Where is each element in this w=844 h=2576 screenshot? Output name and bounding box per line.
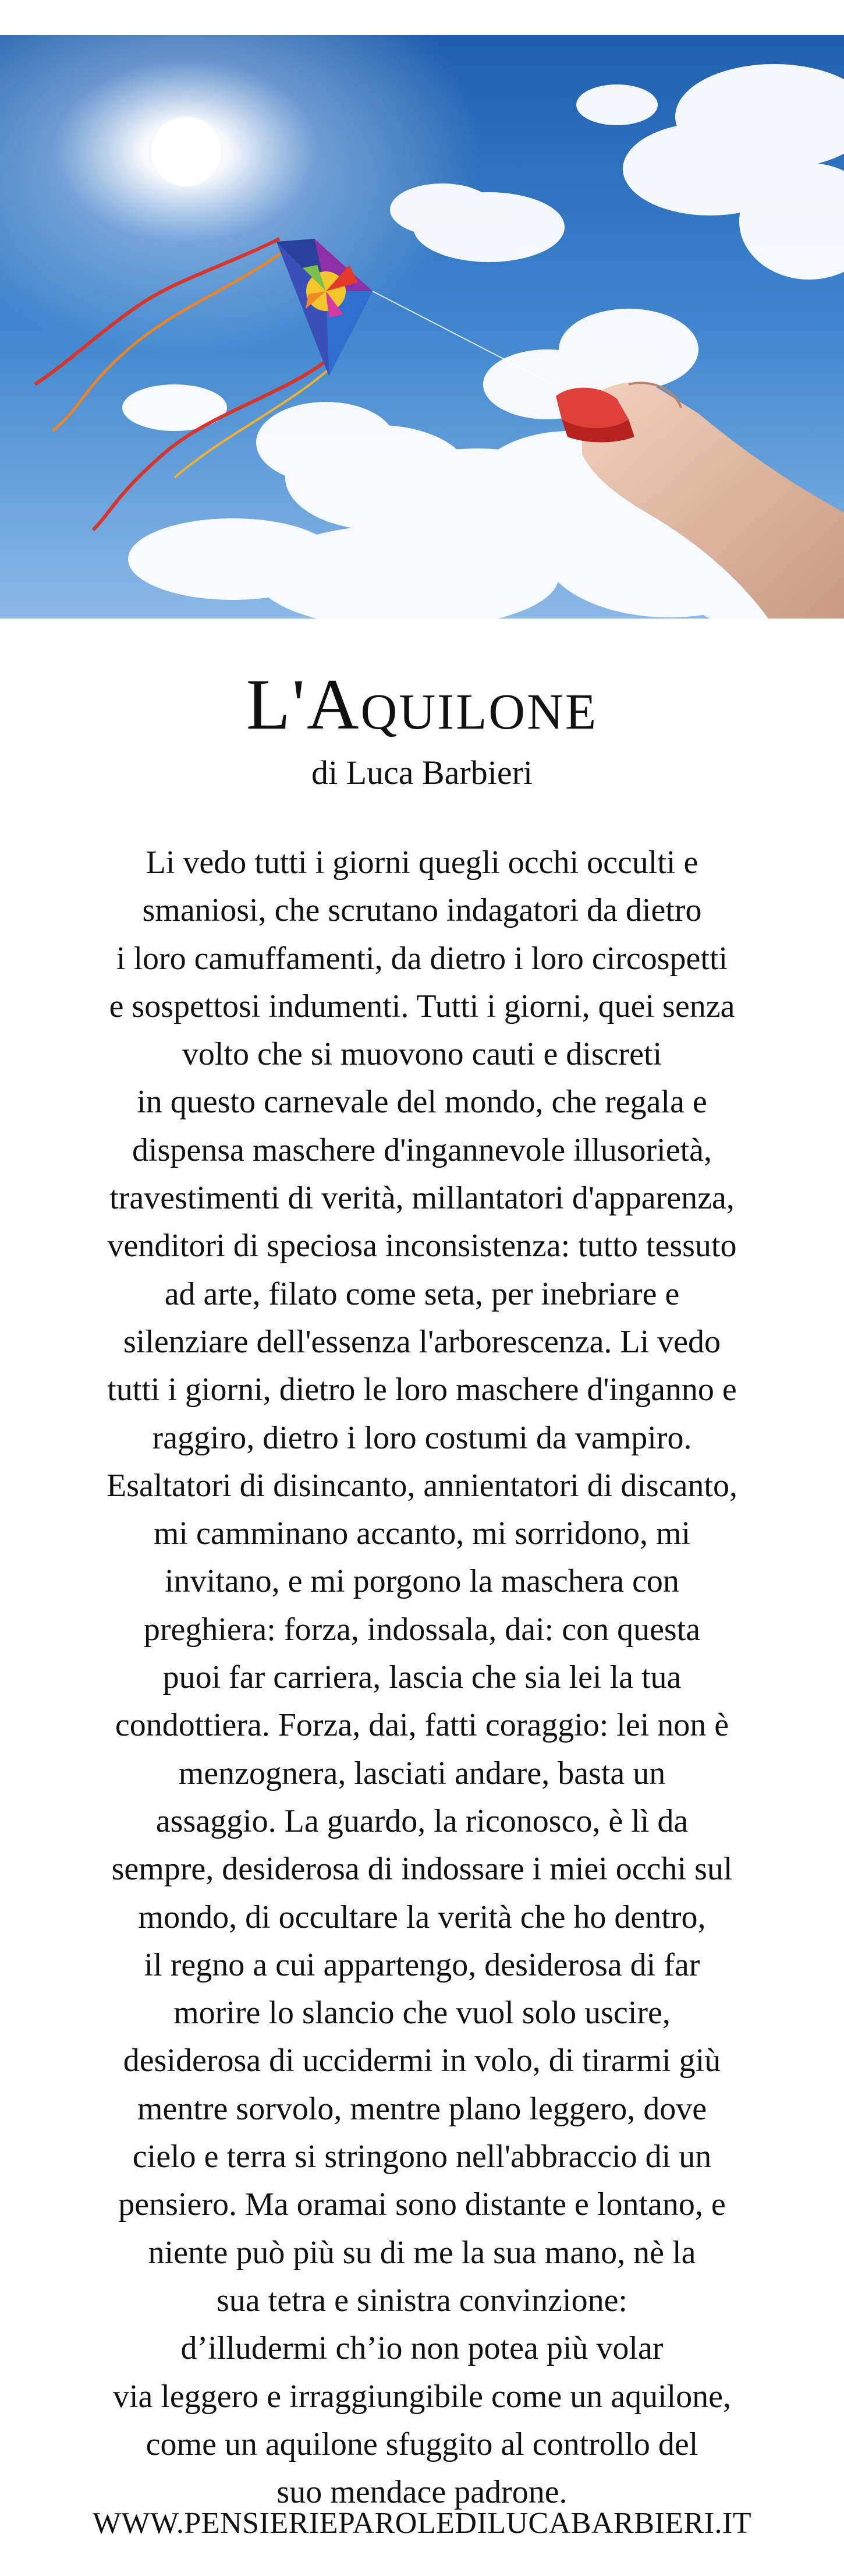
author-byline: di Luca Barbieri: [311, 754, 533, 791]
poem-line: travestimenti di verità, millantatori d'apparenza,: [109, 1180, 735, 1217]
website-url: WWW.PENSIERIEPAROLEDILUCABARBIERI.IT: [92, 2507, 752, 2540]
hero-image: [0, 35, 844, 619]
poem-line: preghiera: forza, indossala, dai: con questa: [143, 1611, 701, 1648]
poem-line: ad arte, filato come seta, per inebriare e: [164, 1275, 680, 1312]
poem-line: niente può più su di me la sua mano, nè la: [148, 2234, 696, 2271]
poem-line: morire lo slancio che vuol solo uscire,: [173, 1995, 671, 2031]
poem-line: raggiro, dietro i loro costumi da vampiro.: [152, 1419, 692, 1456]
poem-line: smaniosi, che scrutano indagatori da dietro: [142, 892, 702, 929]
poem-line: condottiera. Forza, dai, fatti coraggio: lei non è: [115, 1707, 729, 1744]
kite-sky-illustration: [0, 35, 844, 619]
poem-line: dispensa maschere d'ingannevole illusorietà,: [132, 1132, 712, 1168]
poem-line: sempre, desiderosa di indossare i miei occhi sul: [111, 1851, 733, 1888]
poem-line: il regno a cui appartengo, desiderosa di far: [144, 1946, 700, 1983]
poem-line: mondo, di occultare la verità che ho dentro,: [138, 1899, 706, 1935]
poem-line: invitano, e mi porgono la maschera con: [165, 1563, 679, 1600]
poem-line: silenziare dell'essenza l'arborescenza. Li vedo: [123, 1323, 721, 1360]
poem-line: puoi far carriera, lascia che sia lei la tua: [162, 1659, 682, 1696]
poem-line: mentre sorvolo, mentre plano leggero, dove: [137, 2090, 707, 2127]
poem-line: tutti i giorni, dietro le loro maschere d'inganno e: [107, 1372, 737, 1408]
poem-line: suo mendace padrone.: [276, 2474, 568, 2511]
poem-line: come un aquilone sfuggito al controllo del: [146, 2426, 698, 2462]
poem-line: desiderosa di uccidermi in volo, di tirarmi giù: [123, 2043, 721, 2079]
poem-line: venditori di speciosa inconsistenza: tutto tessuto: [107, 1228, 737, 1264]
poem-line: in questo carnevale del mondo, che regala e: [137, 1084, 707, 1121]
poem-line: volto che si muovono cauti e discreti: [182, 1036, 662, 1073]
poem-line: menzognera, lasciati andare, basta un: [178, 1755, 666, 1791]
poem-line: via leggero e irraggiungibile come un aquilone,: [112, 2378, 732, 2415]
poem-line: d’illudermi ch’io non potea più volar: [180, 2330, 664, 2367]
poem-line: e sospettosi indumenti. Tutti i giorni, quei senza: [109, 988, 735, 1024]
poem-line: Li vedo tutti i giorni quegli occhi occulti e: [146, 844, 698, 881]
poem-line: i loro camuffamenti, da dietro i loro circospetti: [116, 940, 728, 977]
poem-line: pensiero. Ma oramai sono distante e lontano, e: [118, 2186, 726, 2223]
poem-line: mi camminano accanto, mi sorridono, mi: [153, 1515, 691, 1552]
poem-line: assaggio. La guardo, la riconosco, è lì da: [155, 1803, 689, 1839]
page-title: L'Aquilone: [246, 665, 598, 744]
poem-line: cielo e terra si stringono nell'abbraccio di un: [132, 2139, 712, 2175]
poem-line: sua tetra e sinistra convinzione:: [217, 2282, 627, 2319]
poem-text: [0, 839, 844, 2516]
poem-line: Esaltatori di disincanto, annientatori di discanto,: [107, 1467, 737, 1504]
